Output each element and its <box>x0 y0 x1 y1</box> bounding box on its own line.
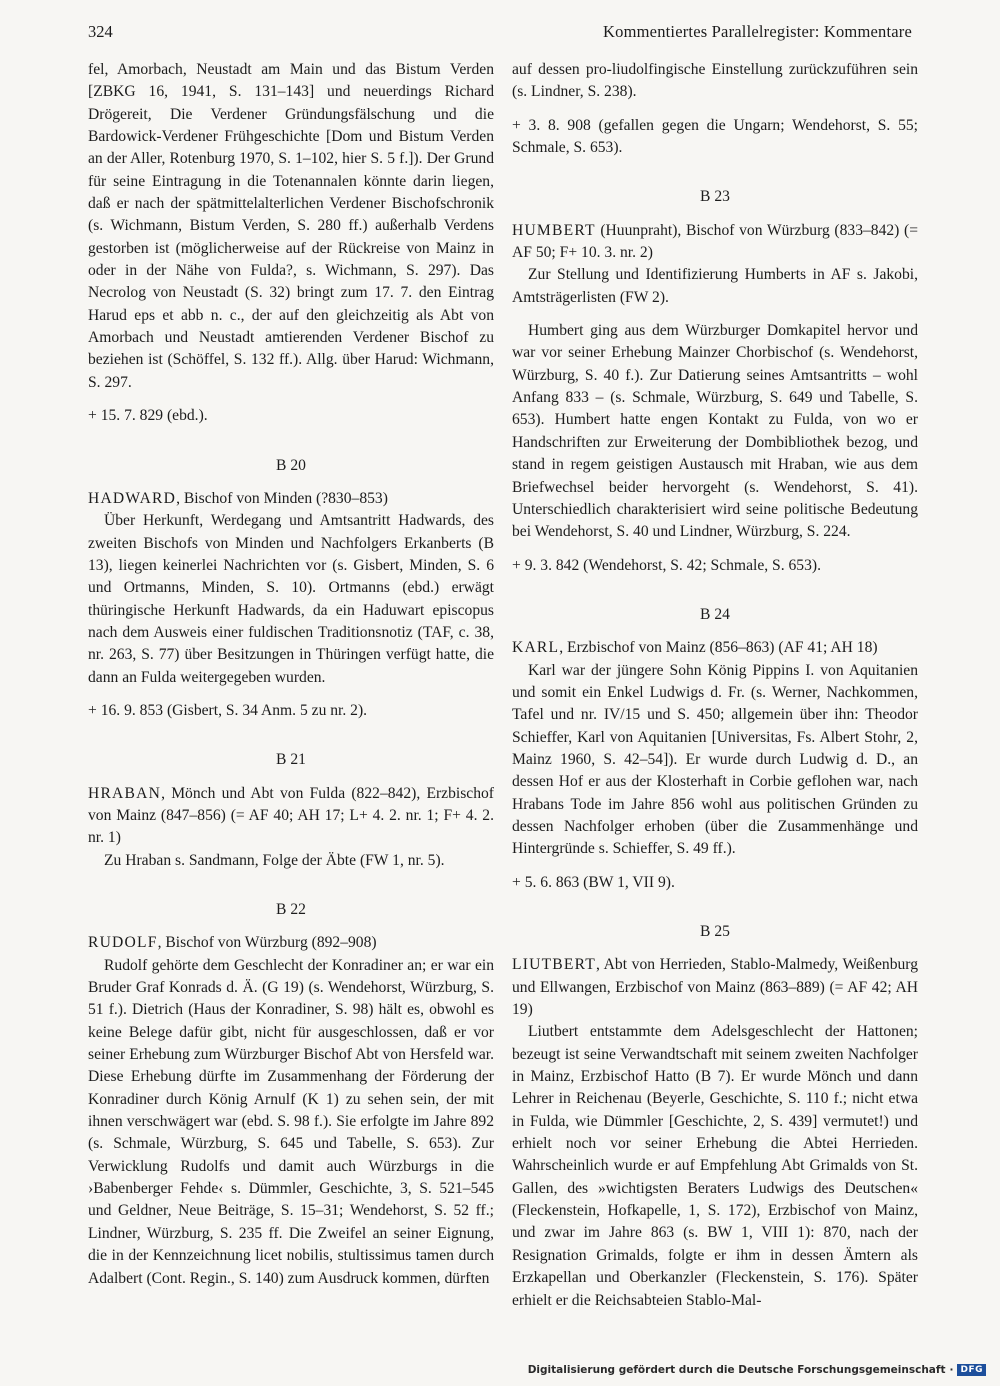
footer-separator: · <box>949 1364 954 1376</box>
continued-text: auf dessen pro-liudolfingische Einstellung zurückzuführen sein (s. Lindner, S. 238). <box>512 61 918 101</box>
entry-heading-text: , Bischof von Minden (?830–853) <box>176 489 388 507</box>
entry-heading <box>512 954 918 1021</box>
entry-number: B 25 <box>700 923 730 940</box>
entry-heading <box>88 488 494 510</box>
death-date: + 5. 6. 863 (BW 1, VII 9). <box>512 873 675 891</box>
entry-name: LIUTBERT <box>512 956 597 974</box>
running-title: Kommentiertes Parallelregister: Kommentare <box>603 22 912 41</box>
entry-name: HUMBERT <box>512 221 596 239</box>
entry-number: B 21 <box>276 751 306 769</box>
entry-number: B 20 <box>276 456 306 474</box>
continued-text: fel, Amorbach, Neustadt am Main und das Bistum Verden [ZBKG 16, 1941, S. 131–143] und neuerdings Richard Drögereit, Die Verdener Gründungsfälschung und die Bardowick-Verdener Frühgeschichte [Dom und Bistum Verden an der Aller, Rotenburg 1970, S. 1–102, hier S. 5 f.]). Der Grund für seine Eintragung in die Totenannalen könnte darin liegen, daß er nach der spätmittelalterlichen Verdener Bischofschronik (s. Wichmann, Bistum Verden, S. 280 ff.) außerhalb Verdens gestorben ist (möglicherweise auf der Rückreise von Mainz in oder in der Nähe von Fulda?, s. Wichmann, S. 297). Das Necrolog von Neustadt (S. 32) bringt zum 17. 7. den Eintrag Harud eps et abb n. c., der auf den gleichzeitig als Abt von Amorbach und Neustadt amtierenden Verdener Bischof zu beziehen ist (Schöffel, S. 132 ff.). Allg. über Harud: Wichmann, S. 297. <box>88 61 494 391</box>
entry-heading-text: , Mönch und Abt von Fulda (822–842), Erzbischof von Mainz (847–856) (= AF 40; AH 17; L+ 4. 2. nr. 1; F+ 4. 2. nr. 1) <box>88 784 494 847</box>
entry-name: HRABAN <box>88 784 162 802</box>
entry-name: RUDOLF <box>88 934 158 952</box>
page-number: 324 <box>88 22 113 41</box>
entry-number: B 24 <box>700 605 730 623</box>
page-footer <box>528 1364 986 1376</box>
entry-number: B 22 <box>276 901 306 918</box>
paragraph: Karl war der jüngere Sohn König Pippins I. von Aquitanien und somit ein Enkel Ludwigs d. Fr. (s. Werner, Nachkommen, Tafel und nr. IV/15 und S. 450; allgemein über ihn: Theodor Schieffer, Karl von Aquitanien [Universitas, Fs. Albert Stohr, 2, Mainz 1960, S. 42–54]). Er wurde durch Ludwig d. D., an dessen Hof er aus der Klosterhaft in Corbie geflohen war, nach Hrabans Tode im Jahre 856 wohl aus politischen Gründen zu dessen Nachfolger erhoben (über die Zusammenhänge und Hintergründe s. Schieffer, S. 49 ff.). <box>512 661 918 858</box>
entry-heading <box>512 220 918 265</box>
death-date: + 9. 3. 842 (Wendehorst, S. 42; Schmale, S. 653). <box>512 556 821 574</box>
entry-number: B 23 <box>700 188 730 206</box>
entry-heading <box>88 783 494 850</box>
paragraph: Zur Stellung und Identifizierung Humberts in AF s. Jakobi, Amtsträgerlisten (FW 2). <box>512 266 918 306</box>
entry-heading <box>88 932 494 954</box>
entry-heading-text: (Huunpraht), Bischof von Würzburg (833–842) (= AF 50; F+ 10. 3. nr. 2) <box>512 221 918 262</box>
paragraph: Humbert ging aus dem Würzburger Domkapitel hervor und war vor seiner Erhebung Mainzer Chorbischof (s. Wendehorst, Würzburg, S. 40 f.). Zur Datierung seines Amtsantritts – wohl Anfang 833 – (s. Schmale, Würzburg, S. 649 und Tabelle, S. 653). Humbert hatte engen Kontakt zu Fulda, von wo er Handschriften zur Erweiterung der Dombibliothek bezog, und stand in regem geistigen Austausch mit Hraban, wie aus dem Briefwechsel beider hervorgeht (s. Wendehorst, S. 41). Unterschiedlich charakterisiert wird seine politische Bedeutung bei Wendehorst, S. 40 und Lindner, Würzburg, S. 224. <box>512 322 918 541</box>
death-date: + 3. 8. 908 (gefallen gegen die Ungarn; Wendehorst, S. 55; Schmale, S. 653). <box>512 116 918 157</box>
paragraph: Rudolf gehörte dem Geschlecht der Konradiner an; er war ein Bruder Graf Konrads d. Ä. (G 19) (s. Wendehorst, Würzburg, S. 51 f.). Dietrich (Haus der Konradiner, S. 98) hält es, obwohl es keine Belege dafür gibt, nicht für ausgeschlossen, daß er vor seiner Erhebung zum Würzburger Bischof Abt von Hersfeld war. Diese Erhebung dürfte im Zusammenhang der Förderung der Konradiner durch König Arnulf (K 1) zu sehen sein, der mit ihnen verschwägert war (ebd. S. 98 f.). Sie erfolgte im Jahre 892 (s. Schmale, Würzburg, S. 645 und Tabelle, S. 653). Zur Verwicklung Rudolfs und damit auch Würzburgs in die ›Babenberger Fehde‹ s. Dümmler, Geschichte, 3, S. 521–545 und Geldner, Neue Beiträge, S. 15–31; Wendehorst, S. 52 ff.; Lindner, Würzburg, S. 235 ff. Die Zweifel an seiner Eignung, die in der Kennzeichnung licet nobilis, stultissimus tamen durch Adalbert (Cont. Regin., S. 140) zum Ausdruck kommen, dürften <box>88 956 494 1287</box>
dfg-logo: DFG <box>957 1364 986 1376</box>
page-header <box>88 22 912 46</box>
entry-heading-text: , Erzbischof von Mainz (856–863) (AF 41; AH 18) <box>559 639 878 657</box>
entry-heading-text: , Abt von Herrieden, Stablo-Malmedy, Weißenburg und Ellwangen, Erzbischof von Mainz (863–889) (= AF 42; AH 19) <box>512 956 918 1019</box>
paragraph: Zu Hraban s. Sandmann, Folge der Äbte (FW 1, nr. 5). <box>104 851 445 869</box>
left-column <box>88 59 494 1290</box>
entry-name: HADWARD <box>88 489 177 507</box>
digitization-credit: Digitalisierung gefördert durch die Deutsche Forschungsgemeinschaft <box>527 1364 946 1376</box>
entry-heading <box>512 637 918 659</box>
paragraph: Liutbert entstammte dem Adelsgeschlecht der Hattonen; bezeugt ist seine Verwandtschaft mit seinem zweiten Nachfolger in Mainz, Erzbischof Hatto (B 7). Er wurde Mönch und dann Lehrer in Reichenau (Beyerle, Geschichte, S. 110 f.; nicht etwa in Fulda, wie Dümmler [Geschichte, 2, S. 439] vermutet!) und erhielt noch vor seiner Erhebung die Abtei Herrieden. Wahrscheinlich wurde er auf Empfehlung Abt Grimalds von St. Gallen, des »wichtigsten Beraters Ludwigs des Deutschen« (Fleckenstein, Hofkapelle, 1, S. 172), Erzbischof von Mainz, und zwar im Jahre 863 (s. BW 1, VIII 1): 870, nach der Resignation Grimalds, folgte er ihm in dessen Ämtern als Erzkapellan und Oberkanzler (Fleckenstein, S. 176). Später erhielt er die Reichsabteien Stablo-Mal- <box>512 1023 918 1309</box>
paragraph: Über Herkunft, Werdegang und Amtsantritt Hadwards, des zweiten Bischofs von Minden und Nachfolgers Erkanberts (B 13), liegen keinerlei Nachrichten vor (s. Gisbert, Minden, S. 6 und Ortmanns, Minden, S. 10). Ortmanns (ebd.) erwägt thüringische Herkunft Hadwards, da ein Haduwart episcopus nach dem Ausweis einer fuldischen Traditionsnotiz (TAF, c. 38, nr. 263, S. 77) über Besitzungen in Thüringen verfügt hatte, die dann an Fulda weitergegeben wurden. <box>88 512 494 686</box>
death-date: + 15. 7. 829 (ebd.). <box>88 407 208 425</box>
death-date: + 16. 9. 853 (Gisbert, S. 34 Anm. 5 zu nr. 2). <box>88 701 368 719</box>
entry-heading-text: , Bischof von Würzburg (892–908) <box>157 934 377 952</box>
entry-name: KARL <box>512 639 560 657</box>
right-column <box>512 59 918 1312</box>
